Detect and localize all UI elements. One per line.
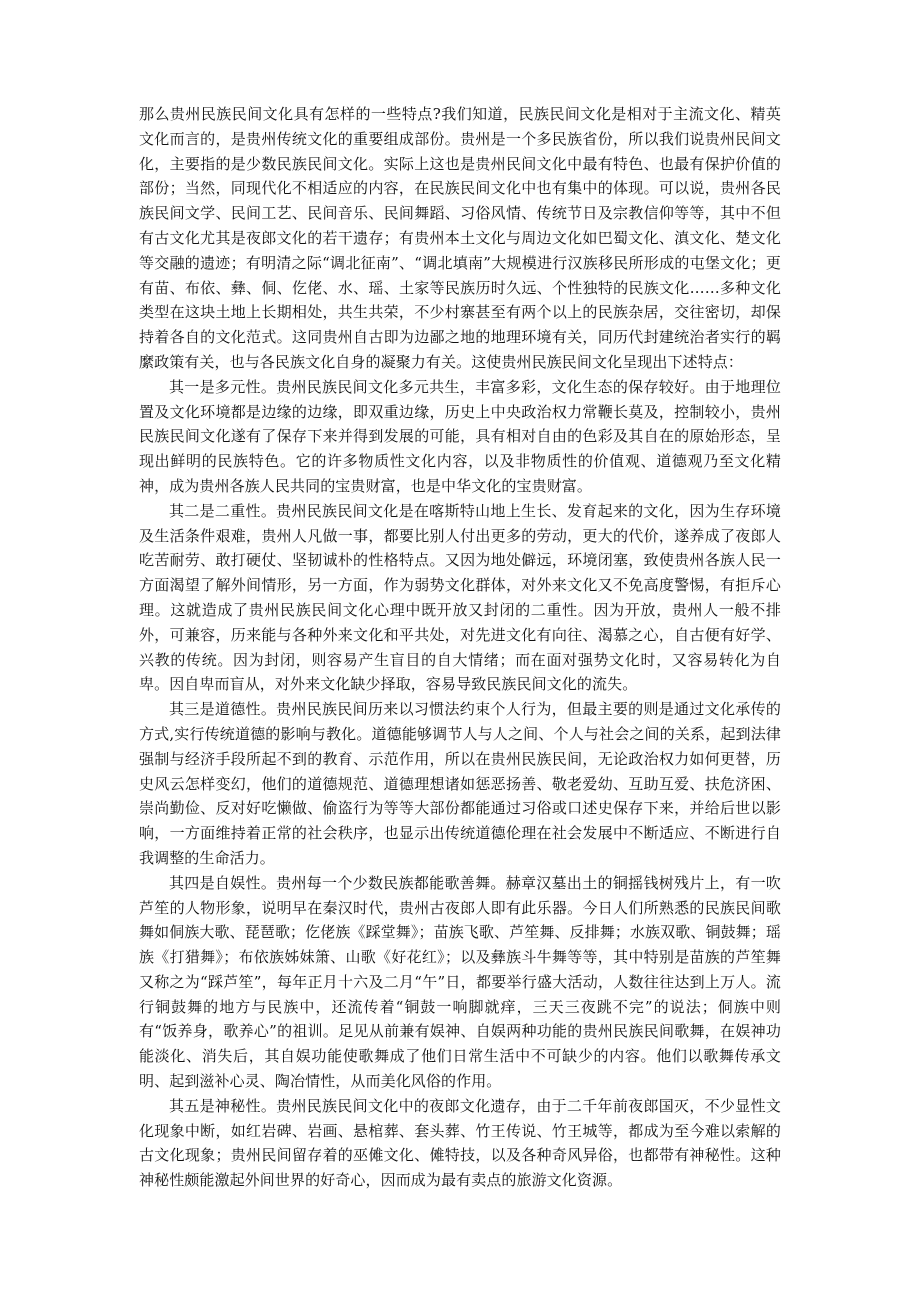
paragraph-self-entertainment: 其四是自娱性。贵州每一个少数民族都能歌善舞。赫章汉墓出土的铜摇钱树残片上，有一吹芦笙的人物形象，说明早在秦汉时代，贵州古夜郎人即有此乐器。今日人们所熟悉的民族民间歌舞如侗族大歌、琵琶歌；仡佬族《踩堂舞》；苗族飞歌、芦笙舞、反排舞；水族双歌、铜鼓舞；瑶族《打猎舞》；布依族姊妹箫、山歌《好花红》；以及彝族斗牛舞等等，其中特别是苗族的芦笙舞又称之为“踩芦笙”，每年正月十六及二月“午”日，都要举行盛大活动，人数往往达到上万人。流行铜鼓舞的地方与民族中，还流传着“铜鼓一响脚就痒，三天三夜跳不完”的说法；侗族中则有“饭养身，歌养心”的祖训。足见从前兼有娱神、自娱两种功能的贵州民族民间歌舞，在娱神功能淡化、消失后，其自娱功能使歌舞成了他们日常生活中不可缺少的内容。他们以歌舞传承文明、起到滋补心灵、陶冶情性，从而美化风俗的作用。 (139, 873, 781, 1091)
paragraph-duality: 其二是二重性。贵州民族民间文化是在喀斯特山地上生长、发育起来的文化，因为生存环境及生活条件艰难，贵州人凡做一事，都要比别人付出更多的劳动，更大的代价，遂养成了夜郎人吃苦耐劳、敢打硬仗、坚韧诚朴的性格特点。又因为地处僻远，环境闭塞，致使贵州各族人民一方面渴望了解外间情形，另一方面，作为弱势文化群体，对外来文化又不免高度警惕，有拒斥心理。这就造成了贵州民族民间文化心理中既开放又封闭的二重性。因为开放，贵州人一般不排外，可兼容，历来能与各种外来文化和平共处，对先进文化有向往、渴慕之心，自古便有好学、兴教的传统。因为封闭，则容易产生盲目的自大情绪；而在面对强势文化时，又容易转化为自卑。因自卑而盲从，对外来文化缺少择取，容易导致民族民间文化的流失。 (139, 501, 781, 694)
paragraph-morality: 其三是道德性。贵州民族民间历来以习惯法约束个人行为，但最主要的则是通过文化承传的方式,实行传统道德的影响与教化。道德能够调节人与人之间、个人与社会之间的关系，起到法律强制与经济手段所起不到的教育、示范作用，所以在贵州民族民间，无论政治权力如何更替，历史风云怎样变幻，他们的道德规范、道德理想诸如惩恶扬善、敬老爱幼、互助互爱、扶危济困、崇尚勤俭、反对好吃懒做、偷盗行为等等大部份都能通过习俗或口述史保存下来，并给后世以影响，一方面维持着正常的社会秩序，也显示出传统道德伦理在社会发展中不断适应、不断进行自我调整的生命活力。 (139, 700, 781, 867)
document-body (139, 102, 781, 1193)
paragraph-mystery: 其五是神秘性。贵州民族民间文化中的夜郎文化遗存，由于二千年前夜郎国灭，不少显性文化现象中断，如红岩碑、岩画、悬棺葬、套头葬、竹王传说、竹王城等，都成为至今难以索解的古文化现象；贵州民间留存着的巫傩文化、傩特技，以及各种奇风异俗，也都带有神秘性。这种神秘性颇能激起外间世界的好奇心，因而成为最有卖点的旅游文化资源。 (139, 1096, 781, 1190)
paragraph-diversity: 其一是多元性。贵州民族民间文化多元共生，丰富多彩，文化生态的保存较好。由于地理位置及文化环境都是边缘的边缘，即双重边缘，历史上中央政治权力常鞭长莫及，控制较小，贵州民族民间文化遂有了保存下来并得到发展的可能，具有相对自由的色彩及其自在的原始形态，呈现出鲜明的民族特色。它的许多物质性文化内容，以及非物质性的价值观、道德观乃至文化精神，成为贵州各族人民共同的宝贵财富，也是中华文化的宝贵财富。 (139, 377, 781, 495)
paragraph-intro: 那么贵州民族民间文化具有怎样的一些特点?我们知道，民族民间文化是相对于主流文化、精英文化而言的，是贵州传统文化的重要组成部份。贵州是一个多民族省份，所以我们说贵州民间文化，主要指的是少数民族民间文化。实际上这也是贵州民间文化中最有特色、也最有保护价值的部份；当然，同现代化不相适应的内容，在民族民间文化中也有集中的体现。可以说，贵州各民族民间文学、民间工艺、民间音乐、民间舞蹈、习俗风情、传统节日及宗教信仰等等，其中不但有古文化尤其是夜郎文化的若干遗存；有贵州本土文化与周边文化如巴蜀文化、滇文化、楚文化等交融的遗迹；有明清之际“调北征南”、“调北填南”大规模进行汉族移民所形成的屯堡文化；更有苗、布依、彝、侗、仡佬、水、瑶、土家等民族历时久远、个性独特的民族文化……多种文化类型在这块土地上长期相处，共生共荣，不少村寨甚至有两个以上的民族杂居，交往密切，却保持着各自的文化范式。这同贵州自古即为边鄙之地的地理环境有关，同历代封建统治者实行的羁縻政策有关，也与各民族文化自身的凝聚力有关。这使贵州民族民间文化呈现出下述特点： (139, 105, 781, 371)
